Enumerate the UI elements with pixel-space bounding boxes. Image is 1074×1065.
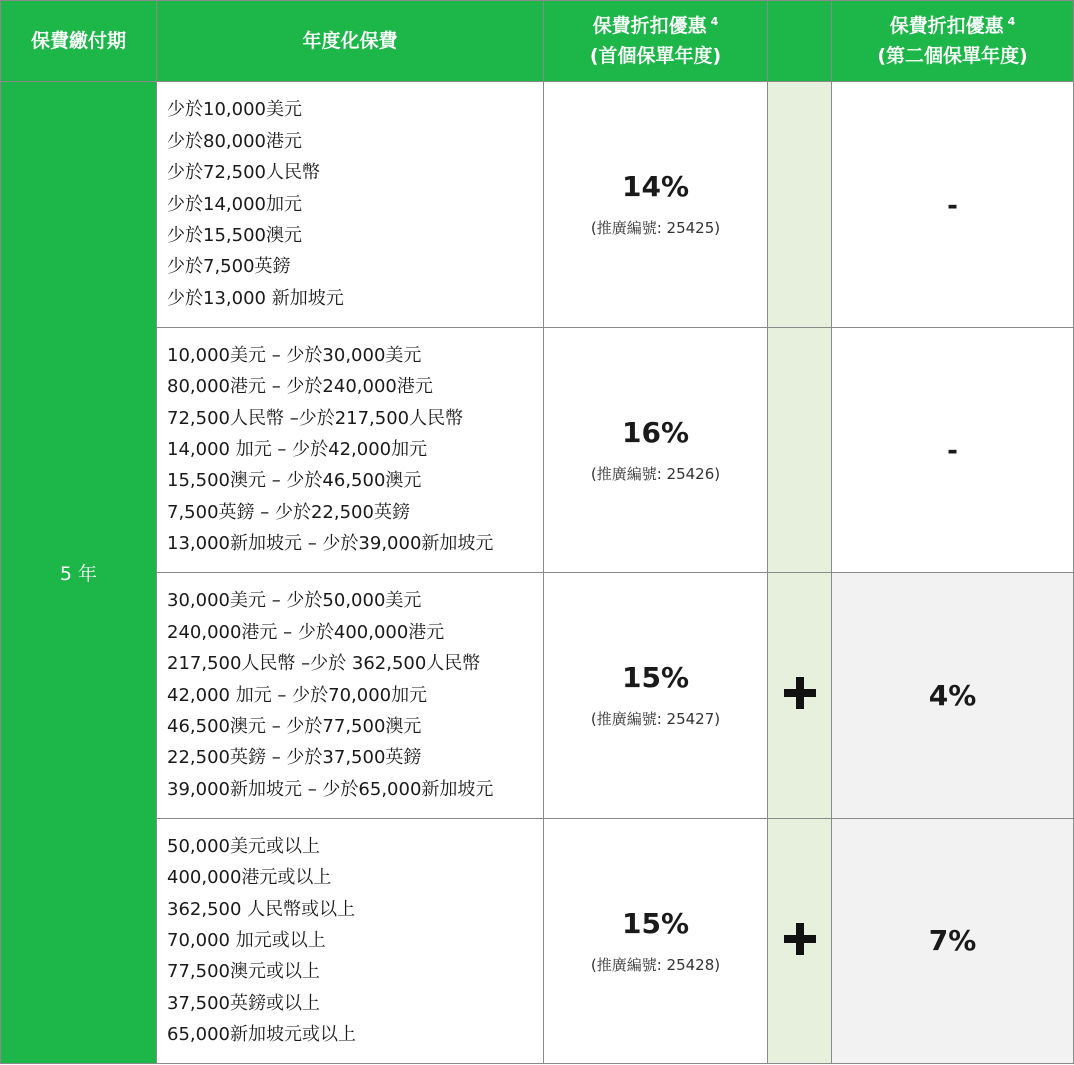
plus-icon: [784, 923, 816, 955]
first-year-discount-cell: [544, 573, 768, 819]
premium-line: 少於72,500人民幣: [167, 162, 320, 184]
premium-line: 39,000新加坡元 – 少於65,000新加坡元: [167, 778, 494, 800]
annualized-premium-cell: [157, 818, 544, 1064]
header-payment-term: 保費繳付期: [1, 1, 157, 82]
footnote-marker: 4: [1007, 15, 1016, 28]
second-year-discount-cell: [832, 573, 1074, 819]
plus-cell: [768, 327, 832, 573]
premium-line: 50,000美元或以上: [167, 835, 320, 857]
premium-line: 15,500澳元 – 少於46,500澳元: [167, 470, 422, 492]
header-first-year-title: 保費折扣優惠: [592, 15, 707, 37]
premium-line: 70,000 加元或以上: [167, 930, 326, 952]
second-year-discount-value: -: [947, 190, 958, 221]
second-year-discount-value: -: [947, 436, 958, 467]
premium-line: 240,000港元 – 少於400,000港元: [167, 621, 445, 643]
premium-line: 80,000港元 – 少於240,000港元: [167, 376, 433, 398]
premium-line: 400,000港元或以上: [167, 867, 332, 889]
premium-line: 少於80,000港元: [167, 130, 302, 152]
payment-term-cell: 5 年: [1, 82, 157, 1064]
promo-code: (推廣編號: 25425): [590, 219, 721, 238]
header-second-year-discount: [832, 1, 1074, 82]
promo-code: (推廣編號: 25428): [590, 955, 721, 974]
header-second-year-title: 保費折扣優惠: [889, 15, 1004, 37]
footnote-marker: 4: [710, 15, 719, 28]
second-year-discount-value: 7%: [928, 924, 977, 958]
premium-line: 77,500澳元或以上: [167, 961, 320, 983]
table-row: [1, 573, 1074, 819]
second-year-discount-cell: [832, 82, 1074, 328]
premium-line: 30,000美元 – 少於50,000美元: [167, 590, 422, 612]
annualized-premium-cell: [157, 327, 544, 573]
premium-line: 13,000新加坡元 – 少於39,000新加坡元: [167, 533, 494, 555]
table-row: [1, 82, 1074, 328]
header-first-year-subtitle: (首個保單年度): [589, 45, 722, 67]
annualized-premium-cell: [157, 82, 544, 328]
premium-line: 42,000 加元 – 少於70,000加元: [167, 684, 428, 706]
header-first-year-discount: [544, 1, 768, 82]
header-annualized-premium: 年度化保費: [157, 1, 544, 82]
table-row: [1, 818, 1074, 1064]
premium-line: 37,500英鎊或以上: [167, 992, 320, 1014]
premium-line: 少於10,000美元: [167, 99, 302, 121]
header-plus-column: [768, 1, 832, 82]
premium-line: 22,500英鎊 – 少於37,500英鎊: [167, 747, 422, 769]
premium-line: 362,500 人民幣或以上: [167, 898, 356, 920]
premium-line: 少於7,500英鎊: [167, 256, 291, 278]
premium-line: 7,500英鎊 – 少於22,500英鎊: [167, 501, 410, 523]
premium-line: 46,500澳元 – 少於77,500澳元: [167, 715, 422, 737]
table-row: [1, 327, 1074, 573]
premium-line: 65,000新加坡元或以上: [167, 1024, 356, 1046]
first-year-discount-rate: 14%: [621, 170, 690, 204]
promo-code: (推廣編號: 25427): [590, 710, 721, 729]
header-row: [1, 1, 1074, 82]
second-year-discount-value: 4%: [928, 678, 977, 712]
second-year-discount-cell: [832, 818, 1074, 1064]
plus-cell: [768, 818, 832, 1064]
second-year-discount-cell: [832, 327, 1074, 573]
first-year-discount-cell: [544, 818, 768, 1064]
first-year-discount-rate: 15%: [621, 661, 690, 695]
table-body: [1, 82, 1074, 1064]
plus-icon: [784, 677, 816, 709]
annualized-premium-cell: [157, 573, 544, 819]
premium-line: 少於15,500澳元: [167, 224, 302, 246]
premium-line: 217,500人民幣 –少於 362,500人民幣: [167, 653, 481, 675]
first-year-discount-rate: 16%: [621, 415, 690, 449]
first-year-discount-cell: [544, 82, 768, 328]
first-year-discount-cell: [544, 327, 768, 573]
header-second-year-subtitle: (第二個保單年度): [877, 45, 1028, 67]
first-year-discount-rate: 15%: [621, 906, 690, 940]
premium-line: 14,000 加元 – 少於42,000加元: [167, 439, 428, 461]
plus-cell: [768, 573, 832, 819]
premium-line: 少於14,000加元: [167, 193, 302, 215]
premium-line: 10,000美元 – 少於30,000美元: [167, 344, 422, 366]
premium-line: 少於13,000 新加坡元: [167, 287, 344, 309]
plus-cell: [768, 82, 832, 328]
promo-code: (推廣編號: 25426): [590, 464, 721, 483]
premium-line: 72,500人民幣 –少於217,500人民幣: [167, 407, 464, 429]
